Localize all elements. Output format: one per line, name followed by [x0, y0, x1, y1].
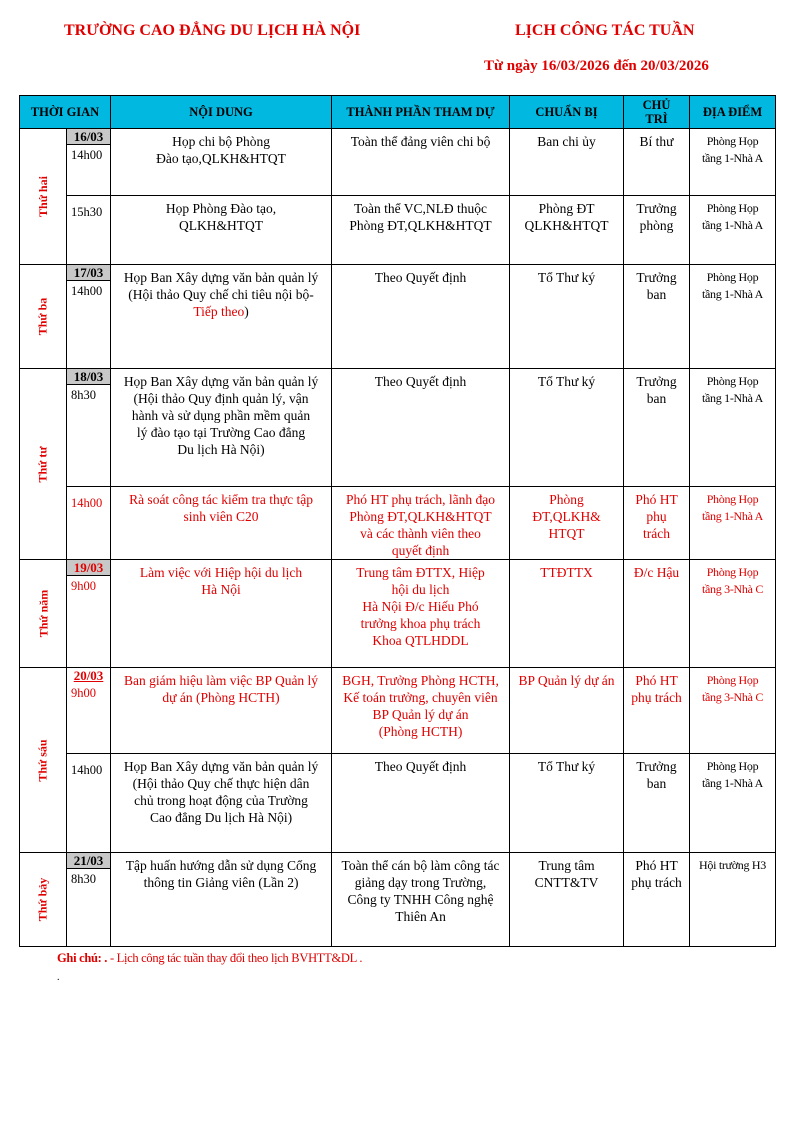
time-text: 8h30: [71, 388, 96, 402]
time-text: 15h30: [71, 205, 103, 219]
chair-cell: [624, 265, 690, 369]
prep-cell-text: Ban chi ủy: [537, 134, 596, 149]
day-label: [20, 668, 67, 853]
time-text: 8h30: [71, 872, 96, 886]
content-tail-text: ): [244, 304, 249, 319]
location-cell-text: Phòng Họp tầng 1-Nhà A: [701, 270, 764, 301]
chair-cell-text: Phó HT phụ trách: [631, 673, 682, 705]
date-label: 21/03: [67, 853, 110, 869]
chair-cell-text: Trưởng ban: [636, 270, 677, 302]
chair-cell: [624, 560, 690, 668]
time-cell: [67, 196, 111, 265]
content-cell: [111, 754, 332, 853]
prep-cell-text: Phòng ĐT,QLKH& HTQT: [532, 492, 601, 541]
participants-cell: [332, 853, 510, 947]
table-row: [20, 265, 776, 369]
time-text: 14h00: [71, 763, 103, 777]
participants-cell: [332, 487, 510, 560]
table-row: [20, 853, 776, 947]
time-cell: [67, 369, 111, 487]
participants-cell-text: Theo Quyết định: [374, 374, 467, 389]
chair-cell: [624, 129, 690, 196]
date-label: 20/03: [73, 668, 104, 683]
prep-cell: [510, 668, 624, 754]
content-cell: [111, 196, 332, 265]
prep-cell: [510, 196, 624, 265]
participants-cell: [332, 196, 510, 265]
chair-cell: [624, 668, 690, 754]
date-label: 19/03: [67, 560, 110, 576]
time-text: 14h00: [71, 496, 103, 510]
location-cell-text: Hội trường H3: [699, 858, 766, 872]
location-cell: [690, 853, 776, 947]
location-cell: [690, 369, 776, 487]
chair-cell: [624, 754, 690, 853]
chair-cell: [624, 487, 690, 560]
participants-cell-text: Toàn thể VC,NLĐ thuộc Phòng ĐT,QLKH&HTQT: [349, 201, 492, 233]
col-header-time: THỜI GIAN: [20, 96, 111, 129]
participants-cell: [332, 560, 510, 668]
participants-cell: [332, 129, 510, 196]
chair-cell-text: Đ/c Hậu: [633, 565, 680, 580]
location-cell-text: Phòng Họp tầng 1-Nhà A: [701, 374, 764, 405]
content-cell: [111, 487, 332, 560]
date-label: 16/03: [67, 129, 110, 145]
content-cell: [111, 668, 332, 754]
table-row: [20, 129, 776, 196]
location-cell-text: Phòng Họp tầng 1-Nhà A: [701, 759, 764, 790]
content-extra-text: Tiếp theo: [193, 304, 245, 319]
content-text: Họp Ban Xây dựng văn bản quản lý (Hội thảo Quy định quản lý, vận hành và sử dụng phần mềm quản lý đào tạo tại Trường Cao đẳng Du lịch Hà Nội): [123, 374, 319, 457]
chair-cell: [624, 196, 690, 265]
time-text: 9h00: [71, 579, 96, 593]
prep-cell-text: Tổ Thư ký: [537, 270, 596, 285]
chair-cell-text: Phó HT phụ trách: [635, 492, 678, 541]
footnote-label: Ghi chú: .: [57, 951, 108, 965]
content-text: Tập huấn hướng dẫn sử dụng Cổng thông tin Giảng viên (Lần 2): [125, 858, 317, 890]
participants-cell-text: Toàn thể đảng viên chi bộ: [350, 134, 491, 149]
chair-cell: [624, 853, 690, 947]
col-header-content: NỘI DUNG: [111, 96, 332, 129]
content-text: Họp Ban Xây dựng văn bản quản lý (Hội thảo Quy chế chi tiêu nội bộ-: [123, 270, 319, 302]
time-cell: [67, 487, 111, 560]
location-cell-text: Phòng Họp tầng 1-Nhà A: [701, 201, 764, 232]
location-cell: [690, 265, 776, 369]
day-label: [20, 369, 67, 560]
content-cell: [111, 853, 332, 947]
date-label: 17/03: [67, 265, 110, 281]
day-label: [20, 560, 67, 668]
participants-cell-text: Theo Quyết định: [374, 759, 467, 774]
content-text: Họp chi bộ Phòng Đào tạo,QLKH&HTQT: [156, 134, 286, 166]
prep-cell: [510, 853, 624, 947]
footer-dot: .: [57, 972, 60, 983]
location-cell: [690, 754, 776, 853]
time-text: 14h00: [71, 284, 103, 298]
col-header-prep: CHUẨN BỊ: [510, 96, 624, 129]
content-text: Rà soát công tác kiểm tra thực tập sinh viên C20: [129, 492, 313, 524]
chair-cell: [624, 369, 690, 487]
participants-cell: [332, 369, 510, 487]
footnote-text: - Lịch công tác tuần thay đổi theo lịch BVHTT&DL .: [107, 951, 363, 965]
time-cell: [67, 129, 111, 196]
location-cell: [690, 196, 776, 265]
content-cell: [111, 369, 332, 487]
prep-cell-text: Phòng ĐT QLKH&HTQT: [524, 201, 609, 233]
prep-cell-text: Trung tâm CNTT&TV: [534, 858, 599, 890]
chair-cell-text: Bí thư: [639, 134, 674, 149]
schedule-title: LỊCH CÔNG TÁC TUẦN: [515, 22, 695, 39]
participants-cell-text: Theo Quyết định: [374, 270, 467, 285]
location-cell: [690, 560, 776, 668]
day-label-text: Thứ sáu: [35, 738, 50, 782]
prep-cell: [510, 754, 624, 853]
content-text: Họp Phòng Đào tạo, QLKH&HTQT: [165, 201, 277, 233]
col-header-location: ĐỊA ĐIỂM: [690, 96, 776, 129]
day-label: [20, 265, 67, 369]
prep-cell-text: Tổ Thư ký: [537, 759, 596, 774]
day-label-text: Thứ hai: [35, 176, 50, 217]
chair-cell-text: Trưởng ban: [636, 374, 677, 406]
chair-cell-text: Trưởng phòng: [636, 201, 677, 233]
prep-cell: [510, 129, 624, 196]
prep-cell: [510, 265, 624, 369]
prep-cell: [510, 560, 624, 668]
location-cell-text: Phòng Họp tầng 1-Nhà A: [701, 492, 764, 523]
prep-cell-text: BP Quản lý dự án: [518, 673, 615, 688]
day-label-text: Thứ tư: [35, 445, 50, 483]
footnote: [57, 951, 362, 966]
table-row: [20, 668, 776, 754]
location-cell: [690, 668, 776, 754]
location-cell-text: Phòng Họp tầng 3-Nhà C: [701, 565, 764, 596]
location-cell-text: Phòng Họp tầng 3-Nhà C: [701, 673, 764, 704]
col-header-participants: THÀNH PHẦN THAM DỰ: [332, 96, 510, 129]
location-cell: [690, 487, 776, 560]
table-row: [20, 560, 776, 668]
school-name: TRƯỜNG CAO ĐẲNG DU LỊCH HÀ NỘI: [64, 22, 361, 39]
content-cell: [111, 129, 332, 196]
chair-cell-text: Phó HT phụ trách: [631, 858, 682, 890]
location-cell: [690, 129, 776, 196]
day-label-text: Thứ năm: [36, 589, 51, 638]
day-label: [20, 853, 67, 947]
content-text: Làm việc với Hiệp hội du lịch Hà Nội: [139, 565, 303, 597]
content-text: Ban giám hiệu làm việc BP Quản lý dự án (Phòng HCTH): [123, 673, 319, 705]
schedule-table: [19, 95, 776, 947]
prep-cell: [510, 369, 624, 487]
time-cell: [67, 754, 111, 853]
time-cell: [67, 853, 111, 947]
col-header-chair: CHỦ TRÌ: [624, 96, 690, 129]
participants-cell: [332, 265, 510, 369]
time-cell: [67, 668, 111, 754]
table-row: [20, 196, 776, 265]
day-label-text: Thứ ba: [35, 297, 50, 336]
content-cell: [111, 265, 332, 369]
time-cell: [67, 560, 111, 668]
prep-cell-text: Tổ Thư ký: [537, 374, 596, 389]
date-label: 18/03: [67, 369, 110, 385]
participants-cell-text: Toàn thể cán bộ làm công tác giảng dạy trong Trường, Công ty TNHH Công nghệ Thiên An: [341, 858, 500, 924]
day-label: [20, 129, 67, 265]
content-cell: [111, 560, 332, 668]
prep-cell: [510, 487, 624, 560]
participants-cell: [332, 754, 510, 853]
prep-cell-text: TTĐTTX: [540, 565, 593, 580]
location-cell-text: Phòng Họp tầng 1-Nhà A: [701, 134, 764, 165]
table-row: [20, 369, 776, 487]
participants-cell: [332, 668, 510, 754]
participants-cell-text: Phó HT phụ trách, lãnh đạo Phòng ĐT,QLKH&HTQT và các thành viên theo quyết định: [346, 492, 495, 558]
participants-cell-text: Trung tâm ĐTTX, Hiệp hội du lịch Hà Nội Đ/c Hiếu Phó trưởng khoa phụ trách Khoa QTLHDDL: [356, 565, 485, 648]
table-row: [20, 754, 776, 853]
content-text: Họp Ban Xây dựng văn bản quản lý (Hội thảo Quy chế thực hiện dân chủ trong hoạt động của Trường Cao đẳng Du lịch Hà Nội): [123, 759, 319, 825]
date-range: Từ ngày 16/03/2026 đến 20/03/2026: [484, 58, 709, 74]
chair-cell-text: Trưởng ban: [636, 759, 677, 791]
table-row: [20, 487, 776, 560]
day-label-text: Thứ bảy: [35, 877, 50, 922]
time-cell: [67, 265, 111, 369]
time-text: 9h00: [71, 686, 96, 700]
time-text: 14h00: [71, 148, 103, 162]
table-header-row: [20, 96, 776, 129]
participants-cell-text: BGH, Trưởng Phòng HCTH, Kế toán trưởng, chuyên viên BP Quản lý dự án (Phòng HCTH): [342, 673, 499, 739]
